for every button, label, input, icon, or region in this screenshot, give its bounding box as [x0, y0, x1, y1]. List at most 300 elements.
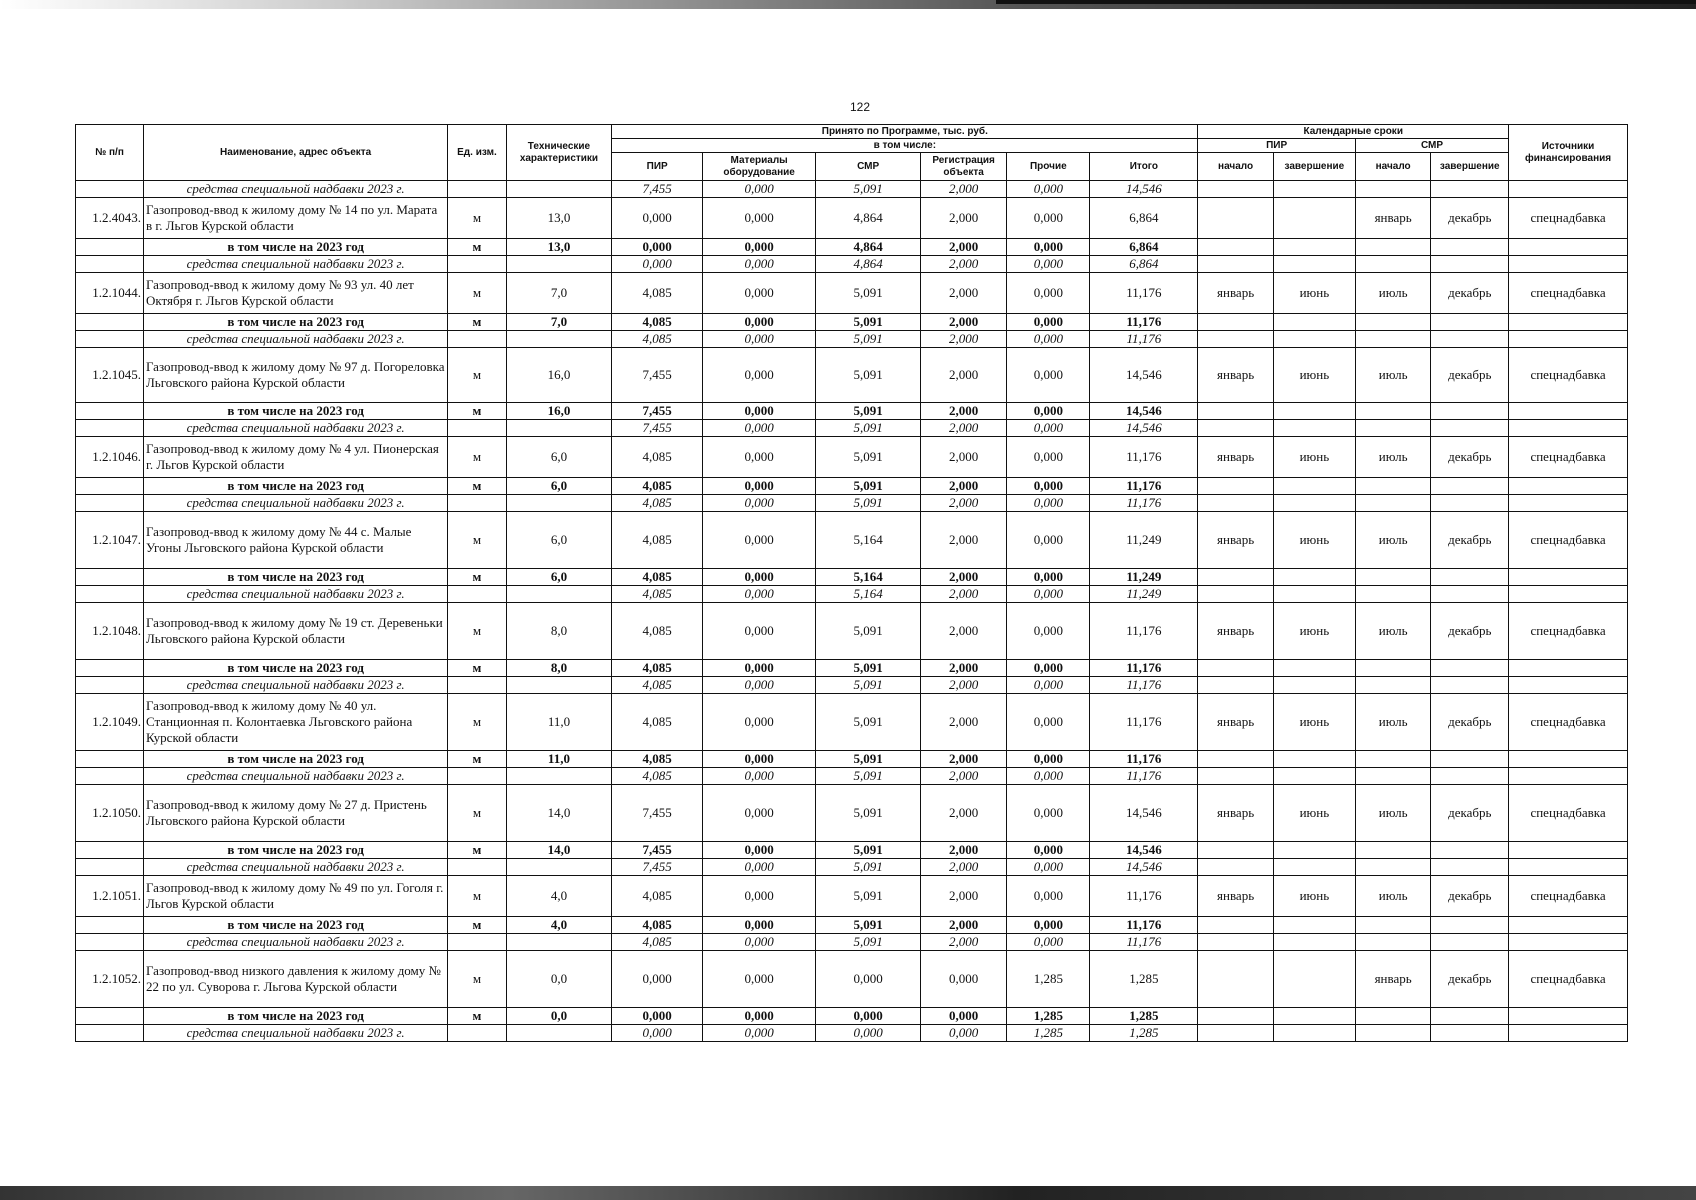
empty-cell [1273, 256, 1355, 273]
empty-cell [1431, 478, 1509, 495]
empty-cell [448, 586, 506, 603]
empty-cell [76, 420, 144, 437]
header-reg: Регистрация объекта [920, 153, 1006, 181]
cell-total: 1,285 [1090, 951, 1198, 1008]
cell-smr: 5,091 [816, 660, 921, 677]
row-unit: м [448, 785, 506, 842]
pir-start [1198, 951, 1274, 1008]
pir-end: июнь [1273, 348, 1355, 403]
cell-mat: 0,000 [702, 403, 815, 420]
cell-pir: 4,085 [612, 314, 703, 331]
empty-cell [1198, 403, 1274, 420]
empty-cell [506, 934, 612, 951]
cell-other: 0,000 [1007, 842, 1090, 859]
smr-start: июль [1355, 512, 1431, 569]
smr-end: декабрь [1431, 198, 1509, 239]
cell-smr: 0,000 [816, 951, 921, 1008]
cell-pir: 4,085 [612, 569, 703, 586]
empty-cell [1198, 859, 1274, 876]
empty-cell [448, 677, 506, 694]
cell-pir: 4,085 [612, 694, 703, 751]
cell-mat: 0,000 [702, 256, 815, 273]
table-row [76, 603, 1628, 660]
empty-cell [1355, 239, 1431, 256]
header-other: Прочие [1007, 153, 1090, 181]
cell-reg: 2,000 [920, 403, 1006, 420]
cell-mat: 0,000 [702, 768, 815, 785]
empty-cell [1198, 677, 1274, 694]
cell-mat: 0,000 [702, 495, 815, 512]
budget-table [75, 124, 1628, 1042]
row-num: 1.2.4043. [76, 198, 144, 239]
cell-reg: 2,000 [920, 256, 1006, 273]
empty-cell [1431, 677, 1509, 694]
cell-other: 0,000 [1007, 198, 1090, 239]
cell-other: 0,000 [1007, 876, 1090, 917]
row-num: 1.2.1046. [76, 437, 144, 478]
empty-cell [1198, 495, 1274, 512]
row-tech: 4,0 [506, 876, 612, 917]
empty-cell [1273, 660, 1355, 677]
cell-pir: 0,000 [612, 1025, 703, 1042]
subtotal-2023-row [76, 478, 1628, 495]
cell-total: 11,176 [1090, 603, 1198, 660]
special-row [76, 495, 1628, 512]
row-num: 1.2.1047. [76, 512, 144, 569]
cell-reg: 2,000 [920, 512, 1006, 569]
cell-reg: 2,000 [920, 314, 1006, 331]
cell-reg: 2,000 [920, 198, 1006, 239]
sub2023-label: в том числе на 2023 год [143, 842, 447, 859]
cell-reg: 2,000 [920, 876, 1006, 917]
cell-other: 0,000 [1007, 239, 1090, 256]
row-source: спецнадбавка [1509, 694, 1628, 751]
special-label: средства специальной надбавки 2023 г. [143, 1025, 447, 1042]
empty-cell [506, 859, 612, 876]
cell-smr: 5,164 [816, 512, 921, 569]
empty-cell [1355, 1025, 1431, 1042]
row-tech: 13,0 [506, 198, 612, 239]
special-row [76, 934, 1628, 951]
cell-mat: 0,000 [702, 603, 815, 660]
row-tech: 0,0 [506, 1008, 612, 1025]
cell-reg: 2,000 [920, 859, 1006, 876]
smr-end: декабрь [1431, 348, 1509, 403]
cell-smr: 5,091 [816, 420, 921, 437]
empty-cell [76, 677, 144, 694]
smr-start: июль [1355, 694, 1431, 751]
cell-smr: 4,864 [816, 239, 921, 256]
row-num: 1.2.1052. [76, 951, 144, 1008]
empty-cell [1431, 660, 1509, 677]
cell-smr: 5,091 [816, 603, 921, 660]
special-row [76, 768, 1628, 785]
smr-end: декабрь [1431, 603, 1509, 660]
cell-total: 11,176 [1090, 437, 1198, 478]
header-smr: СМР [816, 153, 921, 181]
empty-cell [448, 859, 506, 876]
empty-cell [1509, 751, 1628, 768]
cell-total: 11,176 [1090, 331, 1198, 348]
special-label: средства специальной надбавки 2023 г. [143, 256, 447, 273]
header-unit: Ед. изм. [448, 125, 506, 181]
cell-reg: 2,000 [920, 569, 1006, 586]
sub2023-label: в том числе на 2023 год [143, 239, 447, 256]
sub2023-label: в том числе на 2023 год [143, 660, 447, 677]
pir-start: январь [1198, 348, 1274, 403]
empty-cell [1509, 420, 1628, 437]
row-tech: 8,0 [506, 603, 612, 660]
empty-cell [76, 239, 144, 256]
smr-end: декабрь [1431, 512, 1509, 569]
empty-cell [1355, 403, 1431, 420]
empty-cell [1509, 256, 1628, 273]
row-name: Газопровод-ввод низкого давления к жилому дому № 22 по ул. Суворова г. Льгова Курской области [143, 951, 447, 1008]
cell-mat: 0,000 [702, 677, 815, 694]
empty-cell [76, 934, 144, 951]
empty-cell [1198, 420, 1274, 437]
empty-cell [1273, 239, 1355, 256]
cell-other: 0,000 [1007, 677, 1090, 694]
cell-total: 11,176 [1090, 478, 1198, 495]
cell-total: 11,176 [1090, 677, 1198, 694]
empty-cell [1431, 1008, 1509, 1025]
cell-total: 11,176 [1090, 660, 1198, 677]
smr-start: январь [1355, 198, 1431, 239]
smr-end: декабрь [1431, 785, 1509, 842]
empty-cell [1355, 314, 1431, 331]
sub2023-label: в том числе на 2023 год [143, 917, 447, 934]
row-name: Газопровод-ввод к жилому дому № 49 по ул. Гоголя г. Льгов Курской области [143, 876, 447, 917]
empty-cell [506, 586, 612, 603]
cell-total: 6,864 [1090, 256, 1198, 273]
cell-other: 1,285 [1007, 1025, 1090, 1042]
cell-total: 6,864 [1090, 239, 1198, 256]
pir-end [1273, 951, 1355, 1008]
row-source: спецнадбавка [1509, 951, 1628, 1008]
empty-cell [1273, 1008, 1355, 1025]
empty-cell [448, 495, 506, 512]
cell-mat: 0,000 [702, 1025, 815, 1042]
empty-cell [1273, 917, 1355, 934]
subtotal-2023-row [76, 314, 1628, 331]
special-label: средства специальной надбавки 2023 г. [143, 495, 447, 512]
row-unit: м [448, 348, 506, 403]
empty-cell [448, 331, 506, 348]
table-row [76, 785, 1628, 842]
row-unit: м [448, 437, 506, 478]
special-label: средства специальной надбавки 2023 г. [143, 677, 447, 694]
pir-end: июнь [1273, 785, 1355, 842]
cell-pir: 0,000 [612, 1008, 703, 1025]
cell-pir: 0,000 [612, 198, 703, 239]
row-tech: 8,0 [506, 660, 612, 677]
cell-total: 11,176 [1090, 917, 1198, 934]
row-tech: 6,0 [506, 478, 612, 495]
row-source: спецнадбавка [1509, 198, 1628, 239]
empty-cell [1431, 751, 1509, 768]
cell-other: 0,000 [1007, 256, 1090, 273]
header-total: Итого [1090, 153, 1198, 181]
empty-cell [1198, 842, 1274, 859]
empty-cell [1273, 1025, 1355, 1042]
pir-end: июнь [1273, 273, 1355, 314]
cell-other: 0,000 [1007, 437, 1090, 478]
empty-cell [1431, 768, 1509, 785]
cell-smr: 5,091 [816, 677, 921, 694]
cell-mat: 0,000 [702, 420, 815, 437]
sub2023-label: в том числе на 2023 год [143, 1008, 447, 1025]
empty-cell [506, 1025, 612, 1042]
row-tech: 16,0 [506, 403, 612, 420]
subtotal-2023-row [76, 1008, 1628, 1025]
empty-cell [448, 934, 506, 951]
subtotal-2023-row [76, 842, 1628, 859]
empty-cell [1431, 331, 1509, 348]
pir-end [1273, 198, 1355, 239]
cell-mat: 0,000 [702, 785, 815, 842]
header-mat: Материалы оборудование [702, 153, 815, 181]
empty-cell [1355, 842, 1431, 859]
cell-smr: 5,091 [816, 478, 921, 495]
cell-smr: 5,091 [816, 842, 921, 859]
cell-reg: 2,000 [920, 660, 1006, 677]
scan-edge-top-dark [996, 0, 1696, 4]
cell-pir: 4,085 [612, 478, 703, 495]
empty-cell [76, 751, 144, 768]
row-unit: м [448, 842, 506, 859]
row-tech: 13,0 [506, 239, 612, 256]
subtotal-2023-row [76, 917, 1628, 934]
special-row [76, 677, 1628, 694]
cell-smr: 5,091 [816, 694, 921, 751]
row-tech: 11,0 [506, 694, 612, 751]
empty-cell [1198, 569, 1274, 586]
cell-total: 1,285 [1090, 1008, 1198, 1025]
row-unit: м [448, 660, 506, 677]
table-row [76, 273, 1628, 314]
row-tech: 6,0 [506, 512, 612, 569]
cell-total: 11,176 [1090, 934, 1198, 951]
empty-cell [76, 495, 144, 512]
empty-cell [1273, 934, 1355, 951]
cell-mat: 0,000 [702, 437, 815, 478]
cell-mat: 0,000 [702, 694, 815, 751]
empty-cell [1509, 660, 1628, 677]
cell-reg: 2,000 [920, 842, 1006, 859]
row-name: Газопровод-ввод к жилому дому № 4 ул. Пионерская г. Льгов Курской области [143, 437, 447, 478]
cell-mat: 0,000 [702, 934, 815, 951]
cell-reg: 0,000 [920, 1025, 1006, 1042]
empty-cell [448, 1025, 506, 1042]
empty-cell [1509, 331, 1628, 348]
row-tech: 4,0 [506, 917, 612, 934]
special-row [76, 586, 1628, 603]
pir-start: январь [1198, 876, 1274, 917]
empty-cell [1273, 751, 1355, 768]
cell-reg: 2,000 [920, 603, 1006, 660]
row-name: Газопровод-ввод к жилому дому № 14 по ул. Марата в г. Льгов Курской области [143, 198, 447, 239]
cell-pir: 4,085 [612, 934, 703, 951]
header-cal-smr: СМР [1355, 139, 1508, 153]
pir-start: январь [1198, 512, 1274, 569]
empty-cell [1509, 1025, 1628, 1042]
empty-cell [1273, 586, 1355, 603]
cell-smr: 5,091 [816, 273, 921, 314]
cell-mat: 0,000 [702, 586, 815, 603]
cell-mat: 0,000 [702, 1008, 815, 1025]
row-tech: 6,0 [506, 569, 612, 586]
cell-smr: 0,000 [816, 1008, 921, 1025]
empty-cell [1355, 859, 1431, 876]
cell-total: 11,176 [1090, 694, 1198, 751]
empty-cell [506, 495, 612, 512]
cell-smr: 5,091 [816, 751, 921, 768]
cell-smr: 5,091 [816, 181, 921, 198]
row-unit: м [448, 951, 506, 1008]
empty-cell [1509, 495, 1628, 512]
pir-start: январь [1198, 603, 1274, 660]
cell-other: 0,000 [1007, 478, 1090, 495]
cell-other: 0,000 [1007, 934, 1090, 951]
empty-cell [506, 256, 612, 273]
cell-pir: 4,085 [612, 876, 703, 917]
row-tech: 14,0 [506, 785, 612, 842]
empty-cell [76, 842, 144, 859]
empty-cell [76, 768, 144, 785]
cell-total: 11,176 [1090, 876, 1198, 917]
row-num: 1.2.1051. [76, 876, 144, 917]
cell-reg: 2,000 [920, 478, 1006, 495]
row-tech: 14,0 [506, 842, 612, 859]
empty-cell [1355, 331, 1431, 348]
empty-cell [506, 331, 612, 348]
cell-other: 0,000 [1007, 569, 1090, 586]
empty-cell [76, 331, 144, 348]
cell-total: 14,546 [1090, 859, 1198, 876]
empty-cell [1509, 1008, 1628, 1025]
special-label: средства специальной надбавки 2023 г. [143, 181, 447, 198]
row-num: 1.2.1049. [76, 694, 144, 751]
empty-cell [76, 917, 144, 934]
empty-cell [1198, 917, 1274, 934]
cell-smr: 5,164 [816, 569, 921, 586]
smr-start: январь [1355, 951, 1431, 1008]
empty-cell [1355, 934, 1431, 951]
header-cal-pir: ПИР [1198, 139, 1356, 153]
header-pir-start: начало [1198, 153, 1274, 181]
cell-pir: 0,000 [612, 256, 703, 273]
special-label: средства специальной надбавки 2023 г. [143, 934, 447, 951]
cell-mat: 0,000 [702, 239, 815, 256]
empty-cell [506, 677, 612, 694]
row-tech: 0,0 [506, 951, 612, 1008]
empty-cell [1273, 495, 1355, 512]
cell-other: 0,000 [1007, 768, 1090, 785]
empty-cell [1198, 934, 1274, 951]
pir-start [1198, 198, 1274, 239]
table-row [76, 512, 1628, 569]
empty-cell [1355, 420, 1431, 437]
row-name: Газопровод-ввод к жилому дому № 44 с. Малые Угоны Льговского района Курской области [143, 512, 447, 569]
cell-reg: 0,000 [920, 951, 1006, 1008]
cell-pir: 7,455 [612, 181, 703, 198]
cell-reg: 2,000 [920, 785, 1006, 842]
table-row [76, 437, 1628, 478]
cell-total: 11,176 [1090, 495, 1198, 512]
special-row [76, 420, 1628, 437]
cell-pir: 7,455 [612, 348, 703, 403]
empty-cell [1273, 420, 1355, 437]
empty-cell [1431, 495, 1509, 512]
cell-reg: 2,000 [920, 768, 1006, 785]
pir-end: июнь [1273, 603, 1355, 660]
cell-mat: 0,000 [702, 876, 815, 917]
scan-edge-bottom [0, 1186, 1696, 1200]
page-number: 122 [850, 100, 871, 114]
cell-mat: 0,000 [702, 917, 815, 934]
row-source: спецнадбавка [1509, 348, 1628, 403]
cell-pir: 4,085 [612, 437, 703, 478]
cell-pir: 7,455 [612, 403, 703, 420]
special-row [76, 331, 1628, 348]
special-label: средства специальной надбавки 2023 г. [143, 420, 447, 437]
cell-other: 0,000 [1007, 495, 1090, 512]
empty-cell [1431, 586, 1509, 603]
cell-other: 0,000 [1007, 348, 1090, 403]
empty-cell [76, 569, 144, 586]
row-unit: м [448, 917, 506, 934]
special-label: средства специальной надбавки 2023 г. [143, 768, 447, 785]
empty-cell [1509, 239, 1628, 256]
empty-cell [76, 403, 144, 420]
empty-cell [1431, 917, 1509, 934]
cell-total: 11,249 [1090, 512, 1198, 569]
row-tech: 11,0 [506, 751, 612, 768]
cell-total: 14,546 [1090, 785, 1198, 842]
special-label: средства специальной надбавки 2023 г. [143, 331, 447, 348]
empty-cell [76, 314, 144, 331]
subtotal-2023-row [76, 569, 1628, 586]
empty-cell [1273, 569, 1355, 586]
row-tech: 6,0 [506, 437, 612, 478]
cell-mat: 0,000 [702, 751, 815, 768]
cell-total: 11,176 [1090, 273, 1198, 314]
cell-other: 0,000 [1007, 512, 1090, 569]
cell-mat: 0,000 [702, 348, 815, 403]
empty-cell [1509, 917, 1628, 934]
empty-cell [1431, 934, 1509, 951]
cell-mat: 0,000 [702, 951, 815, 1008]
cell-other: 0,000 [1007, 586, 1090, 603]
row-unit: м [448, 314, 506, 331]
empty-cell [1355, 677, 1431, 694]
cell-other: 1,285 [1007, 951, 1090, 1008]
empty-cell [1198, 1025, 1274, 1042]
cell-reg: 2,000 [920, 239, 1006, 256]
empty-cell [1431, 569, 1509, 586]
special-label: средства специальной надбавки 2023 г. [143, 859, 447, 876]
cell-mat: 0,000 [702, 842, 815, 859]
table-row [76, 951, 1628, 1008]
empty-cell [1198, 331, 1274, 348]
empty-cell [1509, 859, 1628, 876]
empty-cell [506, 768, 612, 785]
empty-cell [1273, 403, 1355, 420]
empty-cell [1355, 586, 1431, 603]
header-pir: ПИР [612, 153, 703, 181]
cell-smr: 5,091 [816, 348, 921, 403]
